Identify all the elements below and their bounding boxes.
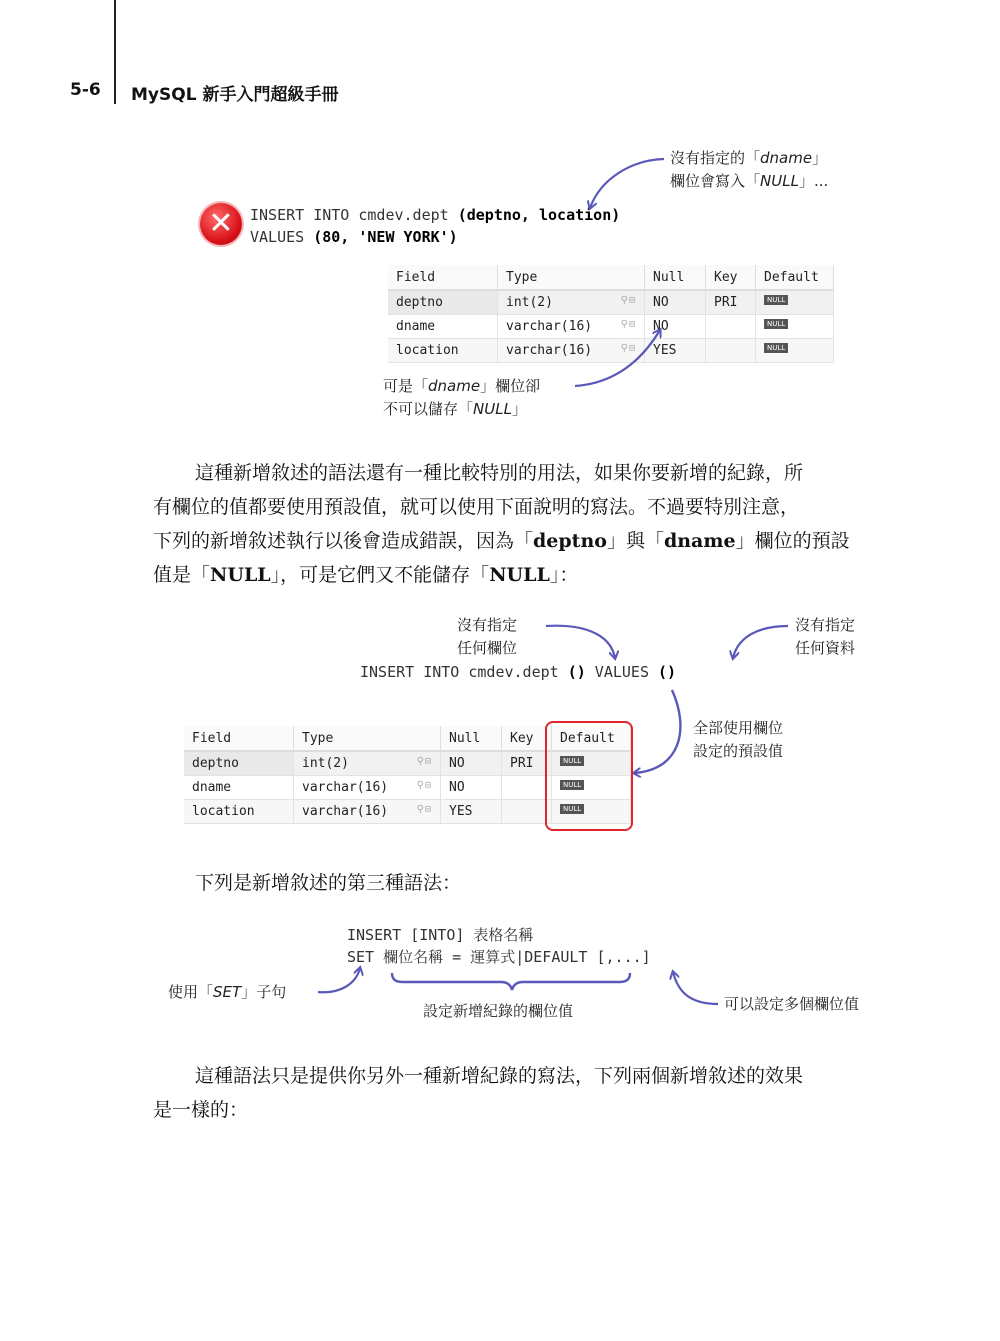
table-row: dname varchar(16) ⚲⊟ NO NULL (388, 315, 834, 339)
note-multiple-fields: 可以設定多個欄位值 (724, 995, 860, 1013)
note-no-values: 沒有指定 任何資料 (795, 616, 856, 657)
table-header-row: Field Type Null Key Default (388, 265, 834, 290)
arrow-to-insert-columns (590, 159, 664, 208)
arrow-to-empty-values (733, 626, 788, 658)
arrow-to-repeat-syntax (673, 972, 718, 1004)
null-badge: NULL (560, 756, 584, 766)
set-syntax-block: INSERT [INTO] 表格名稱 SET 欄位名稱 = 運算式|DEFAULT [,...] (347, 926, 651, 966)
null-badge: NULL (764, 343, 788, 353)
search-icon: ⚲⊟ (416, 780, 432, 791)
body-paragraph-1: 這種新增敘述的語法還有一種比較特別的用法，如果你要新增的紀錄，所 有欄位的值都要使用預設值，就可以使用下面說明的寫法。不過要特別注意， 下列的新增敘述執行以後會造成錯誤，因為「deptno」與「dname」欄位的預設 值是「NULL」，可是它們又不能儲存「NULL」： (153, 462, 850, 586)
null-badge: NULL (764, 319, 788, 329)
sql-insert-statement: INSERT INTO cmdev.dept (deptno, location) VALUES (80, 'NEW YORK') (250, 206, 621, 246)
search-icon: ⚲⊟ (620, 319, 636, 330)
page-number: 5-6 (70, 80, 101, 100)
default-column-highlight (546, 722, 632, 830)
table-row: location varchar(16) ⚲⊟ YES NULL (184, 800, 631, 824)
error-icon: ✕ (200, 203, 242, 245)
note-dname-cannot-null: 可是「dname」欄位卻 不可以儲存「NULL」 (383, 377, 541, 418)
table-row: location varchar(16) ⚲⊟ YES NULL (388, 339, 834, 363)
null-badge: NULL (560, 804, 584, 814)
arrow-to-empty-columns (546, 626, 615, 658)
body-paragraph-2: 下列是新增敘述的第三種語法： (195, 872, 462, 894)
null-badge: NULL (560, 780, 584, 790)
search-icon: ⚲⊟ (416, 756, 432, 767)
table-header-row: Field Type Null Key Default (184, 726, 631, 751)
sql-insert-default-statement: INSERT INTO cmdev.dept () VALUES () (360, 663, 677, 681)
book-title: MySQL 新手入門超級手冊 (131, 85, 339, 105)
arrow-to-default-column (634, 690, 680, 773)
null-badge: NULL (764, 295, 788, 305)
search-icon: ⚲⊟ (620, 343, 636, 354)
note-dname-null: 沒有指定的「dname」 欄位會寫入「NULL」... (670, 149, 829, 190)
table-row: dname varchar(16) ⚲⊟ NO NULL (184, 776, 631, 800)
arrow-to-set-clause (318, 968, 360, 992)
brace-field-assignment (392, 973, 630, 990)
search-icon: ⚲⊟ (620, 295, 636, 306)
search-icon: ⚲⊟ (416, 804, 432, 815)
table-row: deptno int(2) ⚲⊟ NO PRI NULL (184, 751, 631, 776)
table-row: deptno int(2) ⚲⊟ NO PRI NULL (388, 290, 834, 315)
note-use-defaults: 全部使用欄位 設定的預設值 (693, 719, 784, 760)
note-set-field-values: 設定新增紀錄的欄位值 (423, 1002, 574, 1020)
arrow-to-dname-null (575, 330, 660, 386)
note-set-clause: 使用「SET」子句 (168, 983, 287, 1001)
body-paragraph-3: 這種語法只是提供你另外一種新增紀錄的寫法，下列兩個新增敘述的效果 是一樣的： (153, 1065, 804, 1121)
note-no-columns: 沒有指定 任何欄位 (457, 616, 518, 657)
